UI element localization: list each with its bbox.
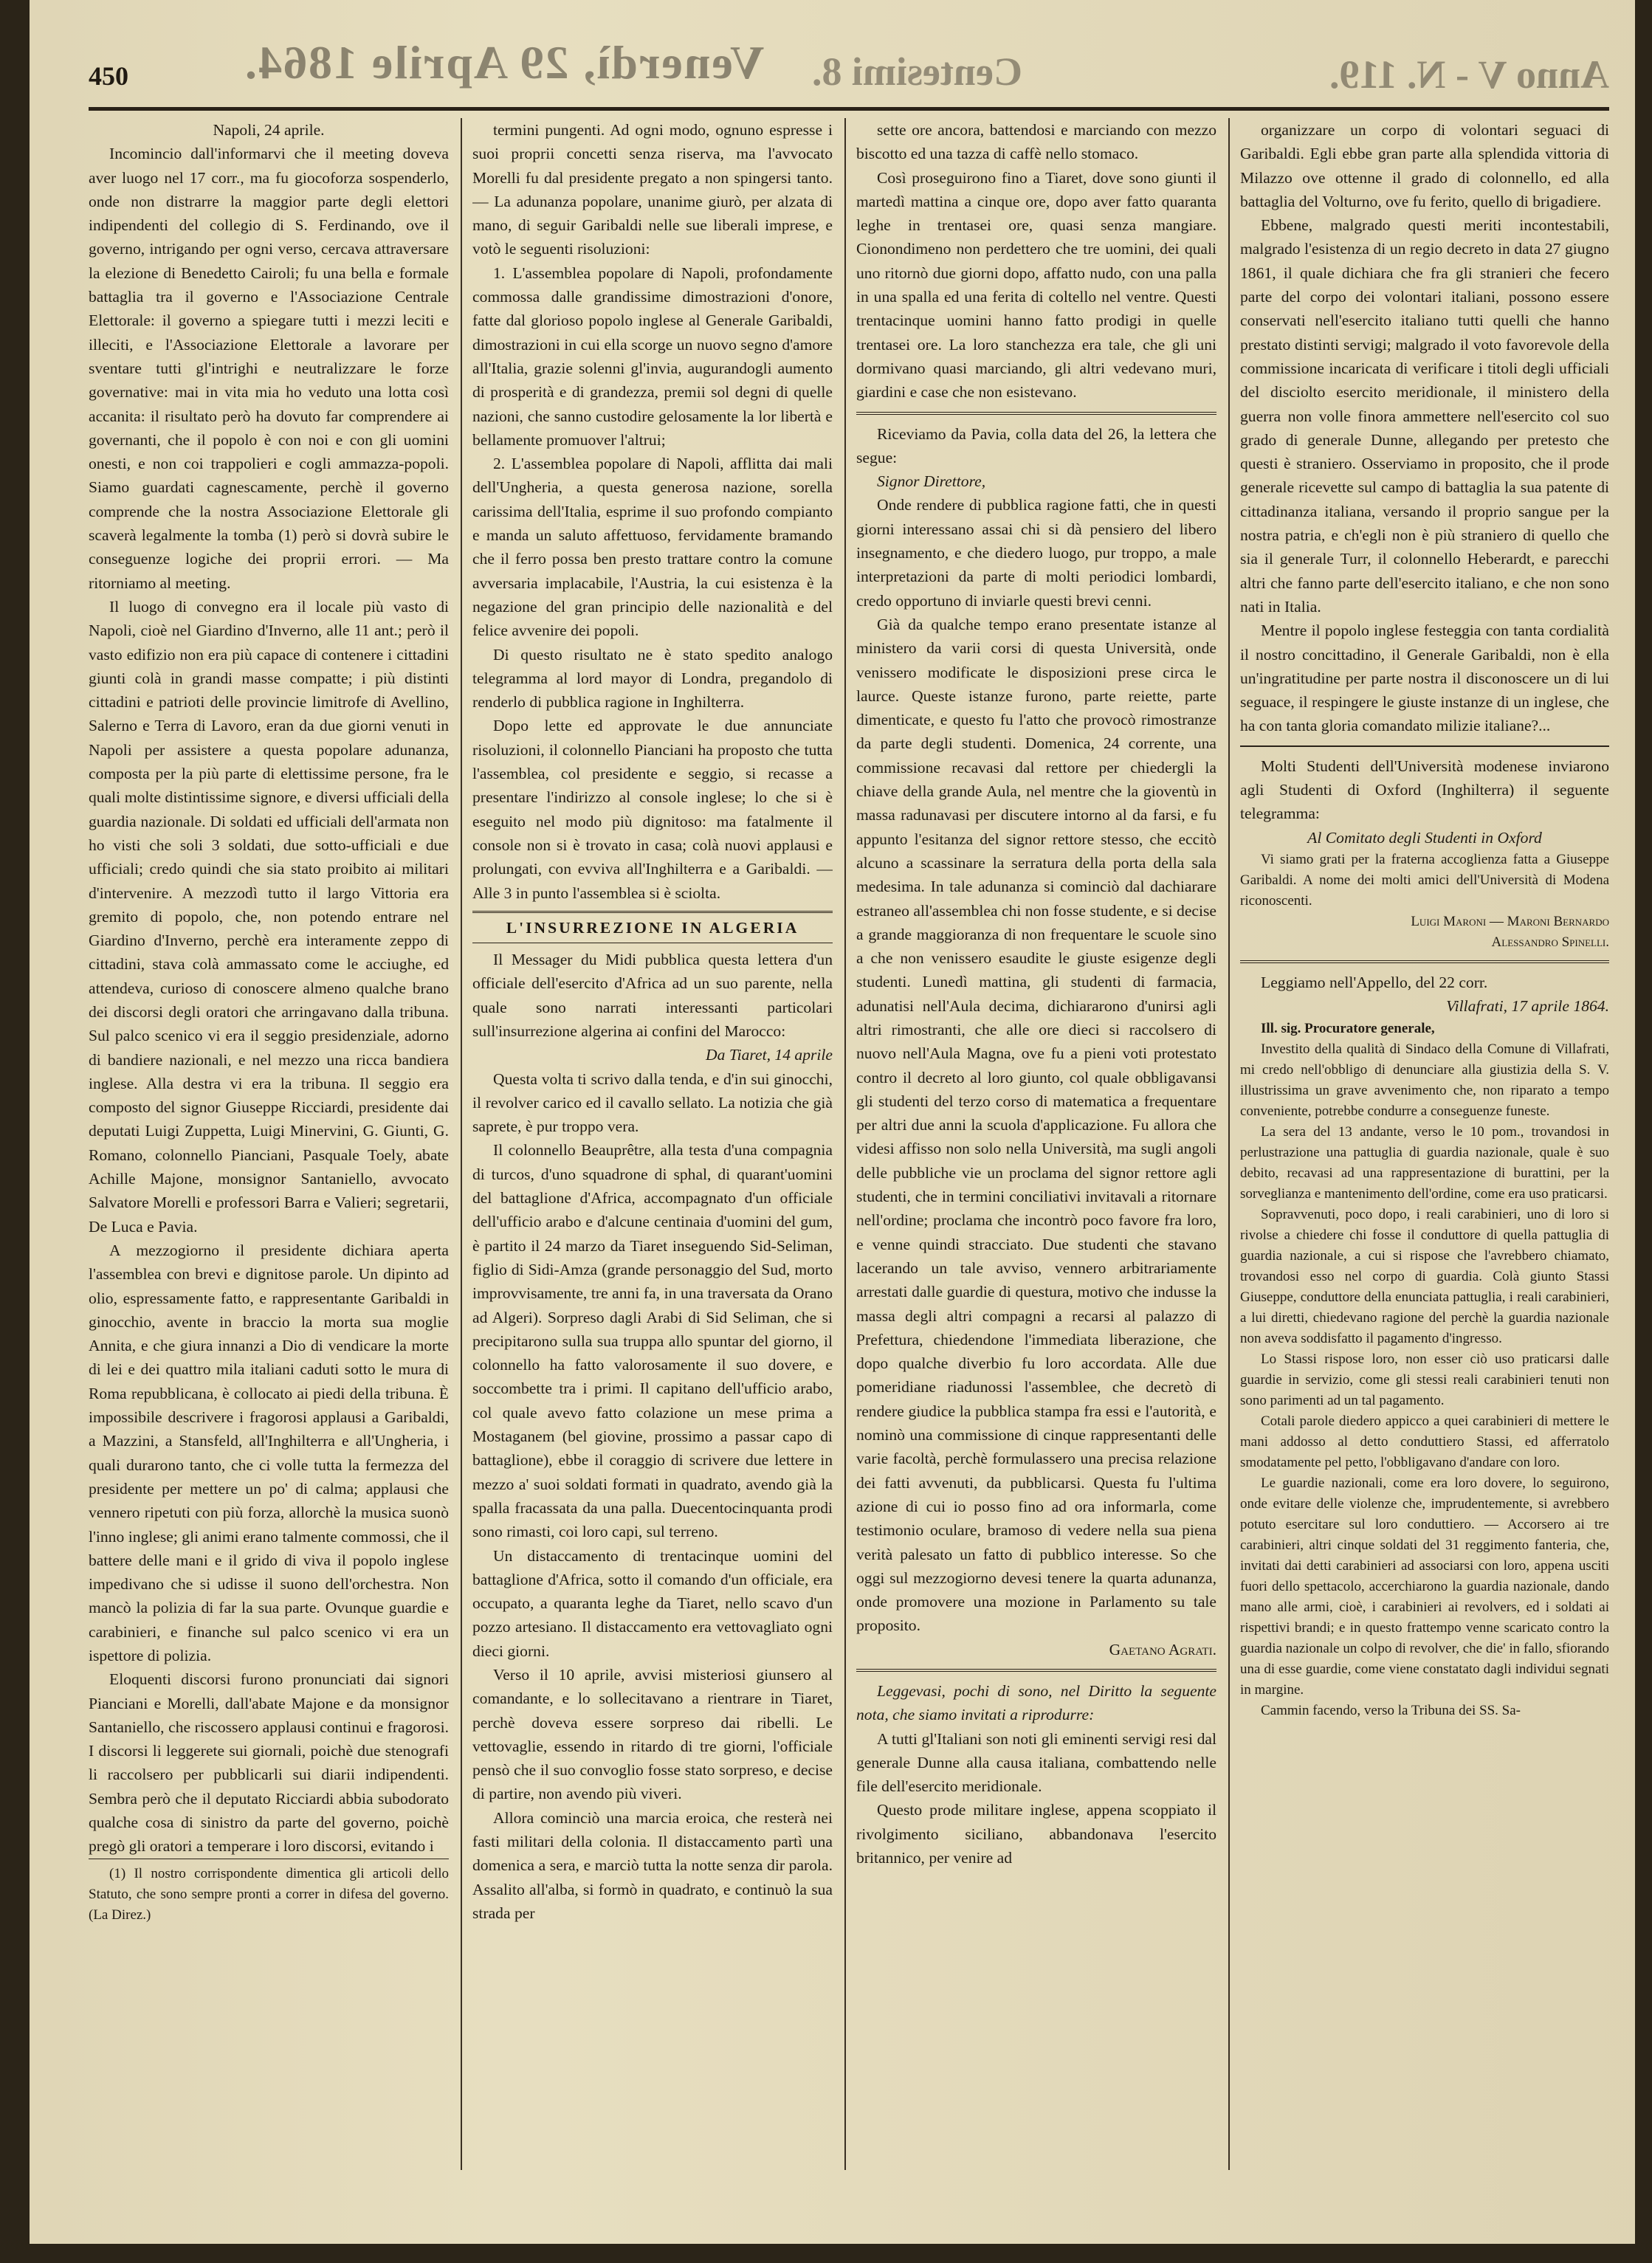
header-rule (89, 107, 1609, 111)
section-separator (1240, 745, 1609, 747)
issue-price: Centesimi 8. (812, 49, 1022, 94)
paragraph: sette ore ancora, battendosi e marciando con mezzo biscotto ed una tazza di caffè nello stomaco. (856, 121, 1216, 163)
signature: Alessandro Spinelli. (1491, 934, 1609, 950)
paragraph: Eloquenti discorsi furono pronunciati dai signori Pianciani e Morelli, dall'abate Majone e da monsignor Santaniello, che riscossero applausi continui e fragorosi. I discorsi li leggerete sui giornali, poichè due stenografi li raccolsero per pubblicarli sui diarii indipendenti. Sembra però che il deputato Ricciardi abbia subodorato qualche cosa di sinistro da parte del governo, poichè pregò gli oratori a temperare i loro discorsi, evitando i (89, 1670, 449, 1856)
paragraph: Le guardie nazionali, come era loro dovere, lo seguirono, onde evitare delle violenze che, imprudentemente, si avrebbero potuto esercitare sul loro conduttiero. — Accorsero ai tre carabinieri, altri cinque soldati del 31 reggimento fanteria, che, invitati dai detti carabinieri ad associarsi con loro, appena usciti fuori dello spettacolo, accerchiarono la guardia nazionale, dando mano alle armi, cioè, i carabinieri ai revolvers, ed i soldati ai rispettivi brandi; e in questo frattempo venne scaricato contro la guardia nazionale un colpo di revolver, che die' in fallo, sfiorando una di esse guardie, come viene constatato dagli individui segnati in margine. (1240, 1475, 1609, 1698)
telegram-text: Vi siamo grati per la fraterna accoglienza fatta a Giuseppe Garibaldi. A nome dei molti amici dell'Università di Modena riconoscenti. (1240, 851, 1609, 909)
issue-number: Anno V - N. 119. (1329, 52, 1609, 97)
column-divider (461, 118, 462, 2170)
dateline-villafrati: Villafrati, 17 aprile 1864. (1446, 997, 1609, 1016)
issue-date: Venerdì, 29 Aprile 1864. (244, 36, 765, 89)
section-separator (856, 412, 1216, 415)
column-1 (89, 118, 449, 2170)
paragraph: A mezzogiorno il presidente dichiara aperta l'assemblea con brevi e dignitose parole. Un dipinto ad olio, espressamente fatto, e rappresentante Garibaldi in ginocchio, avente in braccio la morta sua moglie Annita, e che giura innanzi a Dio di vendicare la morte di lei e dei quattro mila italiani caduti sotto le mura di Roma repubblicana, è collocato ai piedi della tribuna. È impossibile descrivere i fragorosi applausi a Garibaldi, a Mazzini, a Stansfeld, all'Inghilterra e all'Ungheria, i quali durarono tanto, che ci volle tutta la fermezza del presidente per mettere un po' di calma; applausi che vennero ripetuti con più forza, allorchè la musica suonò l'inno inglese; gli animi erano talmente commossi, che il battere delle mani e il grido di viva il popolo inglese impedivano che si udisse il suono dell'orchestra. Non mancò la polizia di far la sua parte. Ovunque guardie e carabinieri, e finanche sul palco scenico vi era un ispettore di polizia. (89, 1241, 449, 1664)
paragraph: Il Messager du Midi pubblica questa lettera d'un officiale dell'esercito d'Africa ad un suo parente, nella quale sono narrati interessanti particolari sull'insurrezione algerina ai confini del Marocco: (472, 951, 833, 1040)
dateline-napoli: Napoli, 24 aprile. (213, 121, 325, 139)
resolution-2: 2. L'assemblea popolare di Napoli, afflitta dai mali dell'Ungheria, a questa generosa nazione, sorella carissima dell'Italia, esprime il suo profondo compianto e manda un saluto affettuoso, fervidamente bramando che il ferro possa ben presto trattare contro la comune avversaria implacabile, l'Austria, la cui esistenza è la negazione del gran principio delle nazionalità e del felice avvenire dei popoli. (472, 455, 833, 640)
paragraph: La sera del 13 andante, verso le 10 pom., trovandosi in perlustrazione una pattuglia di guardia nazionale, quale è suo debito, recavasi ad una rappresentazione di burattini, per la sorveglianza e mantenimento dell'ordine, come era uso praticarsi. (1240, 1123, 1609, 1202)
column-3 (856, 118, 1216, 2170)
paragraph: Verso il 10 aprile, avvisi misteriosi giunsero al comandante, e lo sollecitavano a rientrare in Tiaret, perchè doveva essere sorpreso dai ribelli. Le vettovaglie, essendo in ritardo di tre giorni, l'officiale pensò che il suo convoglio fosse stato sorpreso, e decise di partire, non avendo più viveri. (472, 1666, 833, 1803)
newspaper-page (30, 0, 1635, 2244)
paragraph: A tutti gl'Italiani son noti gli eminenti servigi resi dal generale Dunne alla causa italiana, combattendo nelle file dell'esercito meridionale. (856, 1729, 1216, 1796)
section-separator (856, 1669, 1216, 1672)
section-separator (1240, 960, 1609, 963)
paragraph: Leggevasi, pochi di sono, nel Diritto la seguente nota, che siamo invitati a riprodurre: (856, 1682, 1216, 1724)
paragraph: Molti Studenti dell'Università modenese inviarono agli Studenti di Oxford (Inghilterra) il seguente telegramma: (1240, 757, 1609, 823)
paragraph: Di questo risultato ne è stato spedito analogo telegramma al lord mayor di Londra, pregandolo di renderlo di pubblica ragione in Inghilterra. (472, 645, 833, 712)
telegram-address: Al Comitato degli Studenti in Oxford (1307, 828, 1542, 847)
paragraph: Lo Stassi rispose loro, non esser ciò uso praticarsi dalle guardie in servizio, come gli stessi reali carabinieri tenuti non sono parimenti ad un tal pagamento. (1240, 1351, 1609, 1408)
paragraph: Riceviamo da Pavia, colla data del 26, la lettera che segue: (856, 424, 1216, 466)
paragraph: Cammin facendo, verso la Tribuna dei SS. Sa- (1261, 1702, 1521, 1718)
article-columns (89, 118, 1609, 2170)
page-number: 450 (89, 61, 128, 91)
paragraph: termini pungenti. Ad ogni modo, ognuno espresse i suoi proprii concetti senza riserva, ma l'avvocato Morelli fu dal presidente pregato a non spingersi tanto. — La adunanza popolare, unanime giurò, per alzata di mano, di seguir Garibaldi nelle sue liberali imprese, e votò le seguenti risoluzioni: (472, 121, 833, 258)
paragraph: Leggiamo nell'Appello, del 22 corr. (1261, 973, 1488, 991)
footnote: (1) Il nostro corrispondente dimentica gli articoli dello Statuto, che sono sempre pronti a correr in difesa del governo. (La Direz.) (89, 1859, 449, 1926)
paragraph: Investito della qualità di Sindaco della Comune di Villafrati, mi credo nell'obbligo di denunciare alla giustizia della S. V. illustrissima un grave avvenimento che, non riparato a tempo conveniente, potrebbe condurre a conseguenze funeste. (1240, 1041, 1609, 1119)
section-heading: L'INSURREZIONE IN ALGERIA (472, 911, 833, 943)
paragraph: Il colonnello Beauprêtre, alla testa d'una compagnia di turcos, d'uno squadrone di sphal, di quarant'uomini del battaglione d'Africa, accompagnato d'un officiale dell'ufficio arabo e d'alcune centinaia d'uomini del gum, è partito il 24 marzo da Tiaret inseguendo Sid-Seliman, figlio di Sidi-Amza (grande personaggio del Sud, morto improvvisamente, tre anni fa, in una traversata da Orano ad Algeri). Sorpreso dagli Arabi di Sid Seliman, che si precipitarono sulla sua truppa allo spuntar del giorno, il colonnello ha fatto valorosamente il suo dovere, e soccombette tra i primi. Il capitano dell'ufficio arabo, col quale avevo fatto colazione un mese prima a Mostaganem (bel giovine, prossimo a passar capo di battaglione), ebbe il coraggio di scrivere due lettere in mezzo a' suoi soldati formati in quadrato, avendo già la spalla fracassata da una palla. Duecentocinquanta prodi sono rimasti, coi loro capi, sul terreno. (472, 1141, 833, 1541)
paragraph: Questa volta ti scrivo dalla tenda, e d'in sui ginocchi, il revolver carico ed il cavallo sellato. La notizia che già saprete, è pur troppo vera. (472, 1070, 833, 1136)
column-4 (1240, 118, 1609, 2170)
column-2 (472, 118, 833, 2170)
salutation: Signor Direttore, (877, 472, 986, 491)
salutation: Ill. sig. Procuratore generale, (1261, 1020, 1435, 1036)
paragraph: Il luogo di convegno era il locale più vasto di Napoli, cioè nel Giardino d'Inverno, alle 11 ant.; però il vasto edifizio non era più capace di contenere i cittadini giunti colà in grandi masse compatte; i più distinti cittadini e patrioti delle provincie limitrofe di Avellino, Salerno e Terra di Lavoro, eran da due giorni venuti in Napoli per assistere a questa popolare adunanza, composta per la più parte di elettissime persone, fra le quali molte distintissime signore, e diversi ufficiali della guardia nazionale. Di soldati ed ufficiali dell'armata non ho visti che soli 3 soldati, due sotto-ufficiali e due ufficiali; credo quindi che sia stato proibito ai militari d'intervenire. A mezzodì tutto il largo Vittoria era gremito di popolo, che, non potendo entrare nel Giardino d'Inverno, perchè era interamente zeppo di cittadini, stava colà ammassato come le acciughe, ed attendeva, curioso di conoscere almeno qualche brano dei discorsi degli oratori che arringavano dalla tribuna. Sul palco scenico vi era il seggio presidenziale, adorno di bandiere nazionali, e nel mezzo una ricca bandiera inglese. Alla destra vi era la tribuna. Il seggio era composto del signor Giuseppe Ricciardi, presidente dai deputati Luigi Zuppetta, Luigi Minervini, G. Giunti, G. Romano, colonnello Pianciani, Pasquale Toely, abate Achille Majone, monsignor Santaniello, avvocato Salvatore Morelli e professori Barra e Valieri; segretarii, De Luca e Pavia. (89, 597, 449, 1236)
column-divider (844, 118, 846, 2170)
paragraph: Così proseguirono fino a Tiaret, dove sono giunti il martedì mattina a cinque ore, dopo aver fatto quaranta leghe in trentasei ore, quasi senza mangiare. Cionondimeno non perdettero che tre uomini, dei quali uno ritornò due giorni dopo, affatto nudo, con una palla in una spalla ed una ferita di coltello nel ventre. Questi trentacinque uomini hanno fatto prodigi in quelle trentasei ore. La loro stanchezza era tale, che gli uni dormivano quasi marciando, gli altri vedevano muri, giardini e case che non esistevano. (856, 168, 1216, 402)
paragraph: Incomincio dall'informarvi che il meeting doveva aver luogo nel 17 corr., ma fu giocoforza sospenderlo, onde non distrarre la maggior parte degli elettori indipendenti del collegio di S. Ferdinando, ove il governo, intrigando per ogni verso, cercava attraversare la elezione di Benedetto Cairoli; fu una bella e formale battaglia tra il governo e l'Associazione Centrale Elettorale: il governo a spiegare tutti i mezzi leciti e illeciti, e l'Associazione Elettorale a lavorare per sventare tutti gl'intrighi e neutralizzare le forze governative: mai in vita mia ho veduto una lotta così accanita: il risultato però ha dovuto far comprendere ai governanti, che il popolo è con noi e con gli uomini onesti, e non coi trappolieri e cogli ammazza-popoli. Siamo guardati cagnescamente, perchè il governo comprende che la nostra Associazione Elettorale gli scaverà legalmente la tomba (1) però si dovrà subire le conseguenze logiche dei proprii errori. — Ma ritorniamo al meeting. (89, 145, 449, 592)
paragraph: Ebbene, malgrado questi meriti incontestabili, malgrado l'esistenza di un regio decreto in data 27 giugno 1861, il quale dichiara che fra gli stranieri che fecero parte del corpo dei volontari italiani, possono essere conservati nell'esercito italiano tutti quelli che hanno prestato distinti servigi; malgrado il voto favorevole della commissione incaricata di verificare i titoli degli ufficiali del disciolto esercito meridionale, il ministero della guerra non volle finora ammettere nell'esercito col suo grado di generale Dunne, allegando per pretesto che questi è straniero. Osserviamo in proposito, che il prode generale ricevette sul campo di battaglia la sua patente di cittadinanza italiana, versando il proprio sangue per la nostra patria, e ch'egli non è più straniero di quello che sia il generale Turr, il colonnello Heberardt, e parecchi altri che fanno parte dell'esercito italiano, e che non sono nati in Italia. (1240, 216, 1609, 616)
signature: Gaetano Agrati. (1109, 1640, 1216, 1658)
resolution-1: 1. L'assemblea popolare di Napoli, profondamente commossa dalle grandissime dimostrazioni d'onore, fatte dal glorioso popolo inglese al Generale Garibaldi, dimostrazioni in cui ella scorge un nuovo segno d'amore all'Italia, grazie solenni gl'invia, augurandogli aumento di prosperità e di grandezza, premii sol degni di quelle nazioni, che sanno custodire gelosamente la lor libertà e bellamente promuover l'altrui; (472, 264, 833, 449)
masthead (89, 30, 1609, 103)
paragraph: Questo prode militare inglese, appena scoppiato il rivolgimento siciliano, abbandonava l'esercito britannico, per venire ad (856, 1801, 1216, 1867)
paragraph: Allora cominciò una marcia eroica, che resterà nei fasti militari della colonia. Il distaccamento partì una domenica a sera, e marciò tutta la notte senza dir parola. Assalito all'alba, si formò in quadrato, e continuò la sua strada per (472, 1808, 833, 1922)
paragraph: organizzare un corpo di volontari seguaci di Garibaldi. Egli ebbe gran parte alla splendida vittoria di Milazzo ove ottenne il grado di colonnello, ed alla battaglia del Volturno, ove fu ferito, quello di brigadiere. (1240, 121, 1609, 210)
dateline-tiaret: Da Tiaret, 14 aprile (706, 1046, 833, 1064)
column-divider (1228, 118, 1230, 2170)
paragraph: Onde rendere di pubblica ragione fatti, che in questi giorni interessano assai chi si dà pensiero del libero insegnamento, e che diedero luogo, pur troppo, a male interpretazioni da parte di molti periodici lombardi, credo opportuno di inviarle questi brevi cenni. (856, 496, 1216, 610)
signature: Luigi Maroni — Maroni Bernardo (1411, 913, 1609, 929)
paragraph: Cotali parole diedero appicco a quei carabinieri di mettere le mani addosso al detto conduttiero Stassi, ed afferratolo smodatamente pel petto, l'obbligavano d'andare con loro. (1240, 1413, 1609, 1470)
paragraph: Sopravvenuti, poco dopo, i reali carabinieri, uno di loro si rivolse a chiedere chi fosse il conduttore di quella pattuglia di guardia nazionale, a cui si rispose che l'avrebbero chiamato, trovandosi esso nel corpo di guardia. Colà giunto Stassi Giuseppe, conduttore della enunciata pattuglia, i reali carabinieri, a lui diretti, chiedevano ragione del perchè la guardia nazionale non aveva soddisfatto il pagamento d'ingresso. (1240, 1206, 1609, 1346)
paragraph: Mentre il popolo inglese festeggia con tanta cordialità il nostro concittadino, il Generale Garibaldi, non è ella un'ingratitudine per parte nostra il disconoscere un di lui seguace, il respingere le giuste instanze di un inglese, che ha con tanta gloria comandato milizie italiane?... (1240, 621, 1609, 735)
paragraph: Un distaccamento di trentacinque uomini del battaglione d'Africa, sotto il comando d'un officiale, era occupato, a quaranta leghe da Tiaret, nello scavo d'un pozzo artesiano. Il distaccamento era vettovagliato ogni dieci giorni. (472, 1546, 833, 1660)
paragraph: Dopo lette ed approvate le due annunciate risoluzioni, il colonnello Pianciani ha proposto che tutta l'assemblea, col presidente e seggio, si recasse a presentare l'indirizzo al console inglese; lo che si è eseguito nel modo più dignitoso: ma fatalmente il console non si è trovato in casa; colà nuovi applausi e prolungati, con evviva all'Inghilterra e a Garibaldi. — Alle 3 in punto l'assemblea si è sciolta. (472, 717, 833, 902)
paragraph: Già da qualche tempo erano presentate istanze al ministero da varii corsi di questa Università, onde venissero modificate le disposizioni prese circa le laurce. Queste istanze furono, parte reiette, parte dimenticate, e questo fu l'atto che provocò rimostranze da parte degli studenti. Domenica, 24 corrente, una commissione recavasi dal rettore per chiedergli la chiave della grande Aula, nel mentre che la gioventù in massa radunavasi per discutere intorno al da farsi, e fu appunto l'esitanza del signor rettore stesso, che eccitò alcuno a scassinare la serratura della porta della sala medesima. In tale adunanza si cominciò dal dachiarare estraneo all'assemblea chi non fosse studente, e si decise a grande maggioranza di non frequentare le scuole sino a che non venissero esaudite le giuste esigenze degli studenti. Lunedì mattina, gli studenti di farmacia, adunatisi nell'Aula decima, dichiararono d'unirsi agli altri rimostranti, che alle ore dieci si raccolsero di nuovo nell'Aula Magna, ove fu a pieni voti protestato contro il decreto al loro giunto, col quale obbligavansi gli studenti del terzo corso di matematica a frequentare per altri due anni la scuola d'applicazione. Fu allora che videsi affisso non solo nella Università, ma sugli angoli delle pubbliche vie un proclama del signor rettore agli studenti, che in termini conciliativi invitavali a ritornare nell'ordine; proclama che incontrò poco favore fra loro, e venne quindi stracciato. Due studenti che stavano lacerando un tale avviso, vennero arbitrariamente arrestati dalle guardie di questura, motivo che indusse la massa degli altri compagni a recarsi al palazzo di Prefettura, chiedendone l'immediata liberazione, che dopo qualche diverbio fu loro accordata. Alle due pomeridiane riadunossi l'assemblee, che decretò di rendere giudice la pubblica stampa fra essi e l'autorità, e nominò una commissione di cinque rappresentanti delle varie facoltà, perchè formulassero una precisa relazione dei fatti avvenuti, da pubblicarsi. Questa fu l'ultima azione di cui io posso fino ad ora informarla, come testimonio oculare, bramoso di vedere nella sua piena verità palesato un fatto di pubblico interesse. So che oggi sul mezzogiorno devesi tenere la quarta adunanza, onde promovere una mozione in Parlamento su tale proposito. (856, 615, 1216, 1635)
